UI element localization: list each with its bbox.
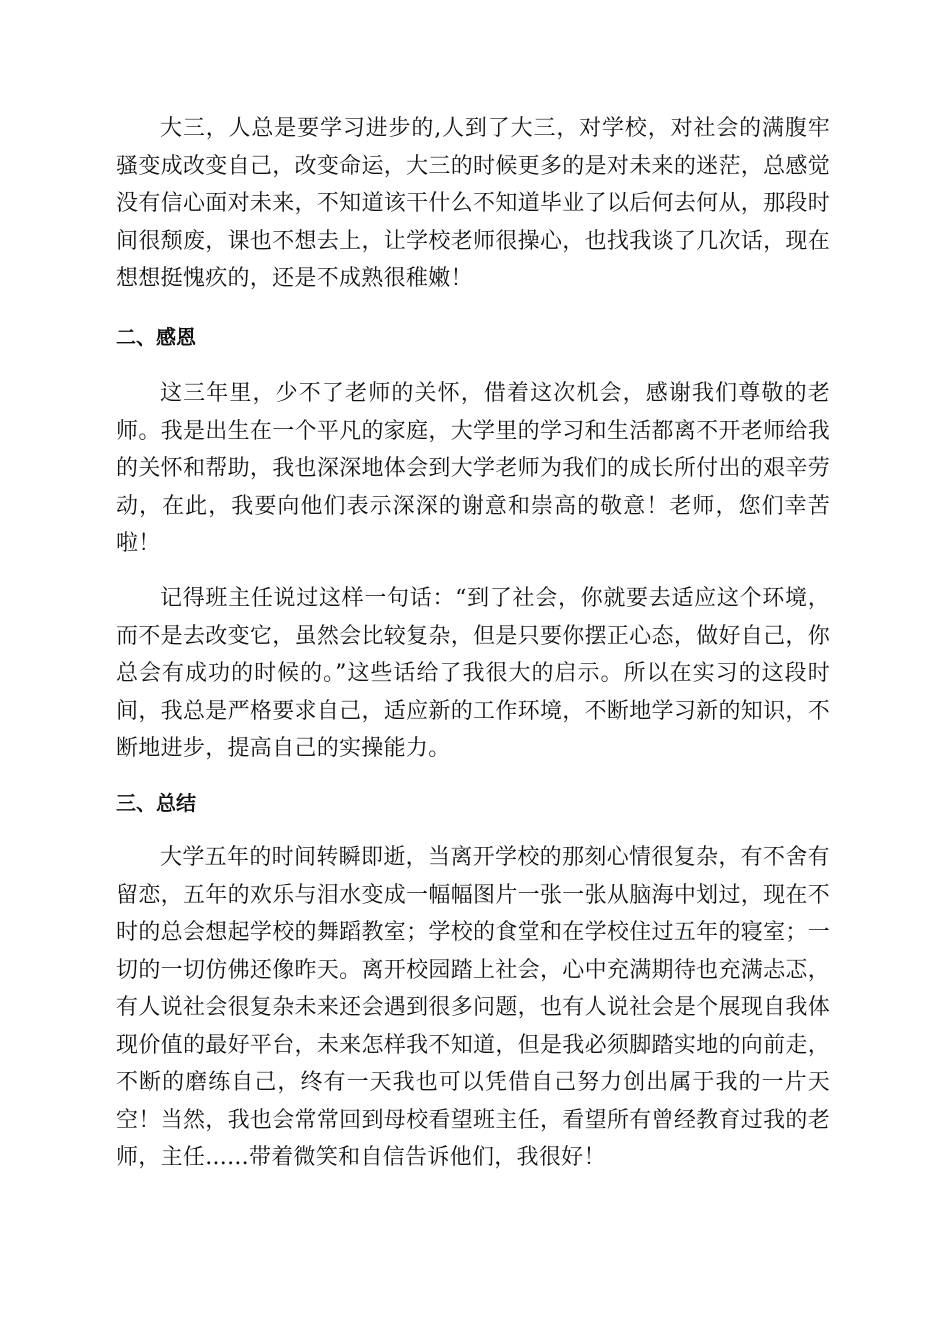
paragraph-gratitude: 这三年里，少不了老师的关怀，借着这次机会，感谢我们尊敬的老师。我是出生在一个平凡的家庭，大学里的学习和生活都离不开老师给我的关怀和帮助，我也深深地体会到大学老师为我们的成长所付出的艰辛劳动，在此，我要向他们表示深深的谢意和崇高的敬意！老师，您们幸苦啦！ bbox=[116, 381, 830, 556]
paragraph-advice: 记得班主任说过这样一句话：“到了社会，你就要去适应这个环境，而不是去改变它，虽然会比较复杂，但是只要你摆正心态，做好自己，你总会有成功的时候的。”这些话给了我很大的启示。所以在实习的这段时间，我总是严格要求自己，适应新的工作环境，不断地学习新的知识，不断地进步，提高自己的实操能力。 bbox=[116, 586, 830, 761]
section-heading-gratitude: 二、感恩 bbox=[116, 325, 196, 349]
paragraph-junior-year: 大三，人总是要学习进步的,人到了大三，对学校，对社会的满腹牢骚变成改变自己，改变命运，大三的时候更多的是对未来的迷茫，总感觉没有信心面对未来，不知道该干什么不知道毕业了以后何去何从，那段时间很颓废，课也不想去上，让学校老师很操心，也找我谈了几次话，现在想想挺愧疚的，还是不成熟很稚嫩！ bbox=[116, 116, 830, 291]
section-heading-summary: 三、总结 bbox=[116, 791, 196, 815]
paragraph-summary: 大学五年的时间转瞬即逝，当离开学校的那刻心情很复杂，有不舍有留恋，五年的欢乐与泪水变成一幅幅图片一张一张从脑海中划过，现在不时的总会想起学校的舞蹈教室；学校的食堂和在学校住过五年的寝室；一切的一切仿佛还像昨天。离开校园踏上社会，心中充满期待也充满忐忑，有人说社会很复杂未来还会遇到很多问题，也有人说社会是个展现自我体现价值的最好平台，未来怎样我不知道，但是我必须脚踏实地的向前走，不断的磨练自己，终有一天我也可以凭借自己努力创出属于我的一片天空！当然，我也会常常回到母校看望班主任，看望所有曾经教育过我的老师，主任......带着微笑和自信告诉他们，我很好！ bbox=[116, 845, 830, 1170]
